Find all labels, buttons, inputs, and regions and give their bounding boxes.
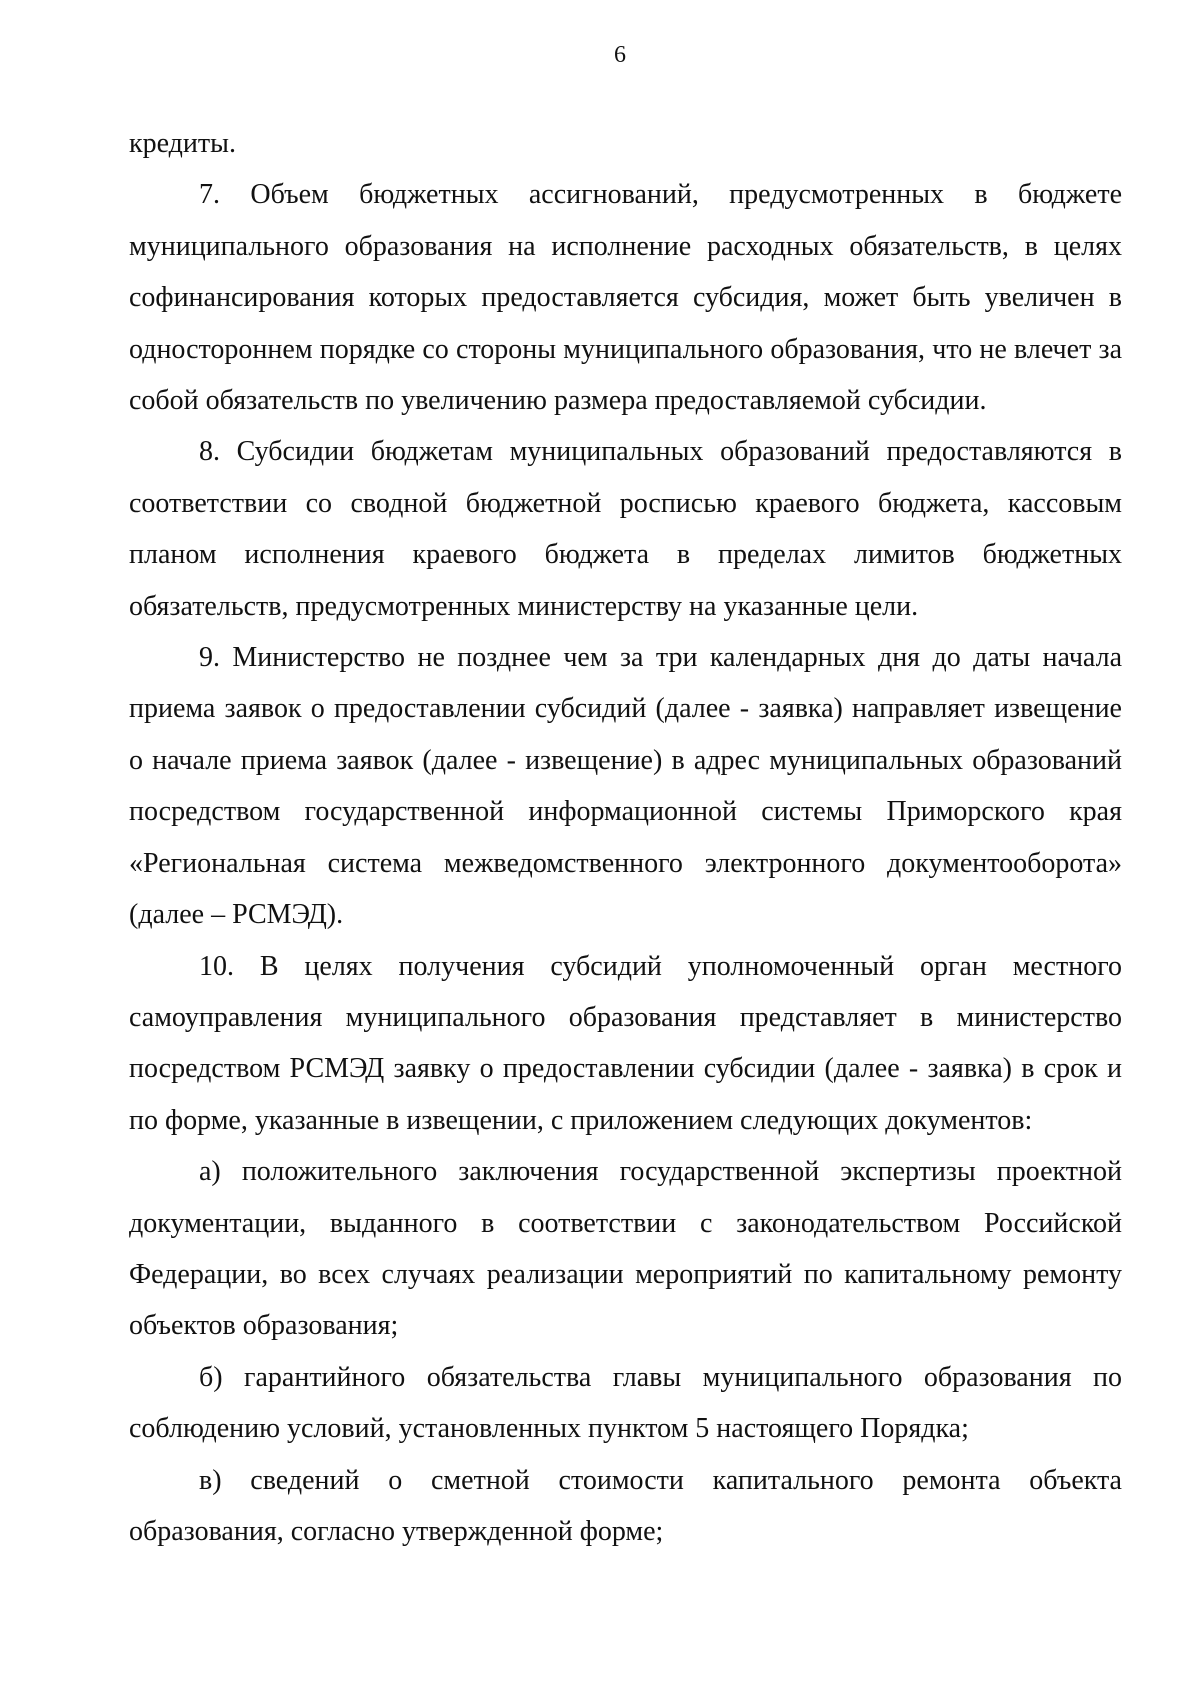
continuation-text: кредиты. — [129, 128, 236, 159]
paragraph-9: 9. Министерство не позднее чем за три календарных дня до даты начала приема заявок о предоставлении субсидий (далее - заявка) направляет извещение о начале приема заявок (далее - извещение) в адрес муниципальных образований посредством государственной информационной системы Приморского края «Региональная система межведомственного электронного документооборота» (далее – РСМЭД). — [129, 642, 1122, 931]
page-number: 6 — [614, 42, 626, 68]
document-body — [129, 118, 1122, 1557]
paragraph-10-item-b: б) гарантийного обязательства главы муниципального образования по соблюдению условий, установленных пунктом 5 настоящего Порядка; — [129, 1361, 1122, 1445]
paragraph-10-item-v: в) сведений о сметной стоимости капитального ремонта объекта образования, согласно утвержденной форме; — [129, 1464, 1122, 1547]
paragraph-10-item-a: а) положительного заключения государственной экспертизы проектной документации, выданного в соответствии с законодательством Российской Федерации, во всех случаях реализации мероприятий по капитальному ремонту объектов образования; — [129, 1156, 1122, 1342]
paragraph-8: 8. Субсидии бюджетам муниципальных образований предоставляются в соответствии со сводной бюджетной росписью краевого бюджета, кассовым планом исполнения краевого бюджета в пределах лимитов бюджетных обязательств, предусмотренных министерству на указанные цели. — [129, 436, 1122, 622]
paragraph-7: 7. Объем бюджетных ассигнований, предусмотренных в бюджете муниципального образования на исполнение расходных обязательств, в целях софинансирования которых предоставляется субсидия, может быть увеличен в одностороннем порядке со стороны муниципального образования, что не влечет за собой обязательств по увеличению размера предоставляемой субсидии. — [129, 179, 1122, 417]
paragraph-10: 10. В целях получения субсидий уполномоченный орган местного самоуправления муниципального образования представляет в министерство посредством РСМЭД заявку о предоставлении субсидии (далее - заявка) в срок и по форме, указанные в извещении, с приложением следующих документов: — [129, 950, 1122, 1136]
